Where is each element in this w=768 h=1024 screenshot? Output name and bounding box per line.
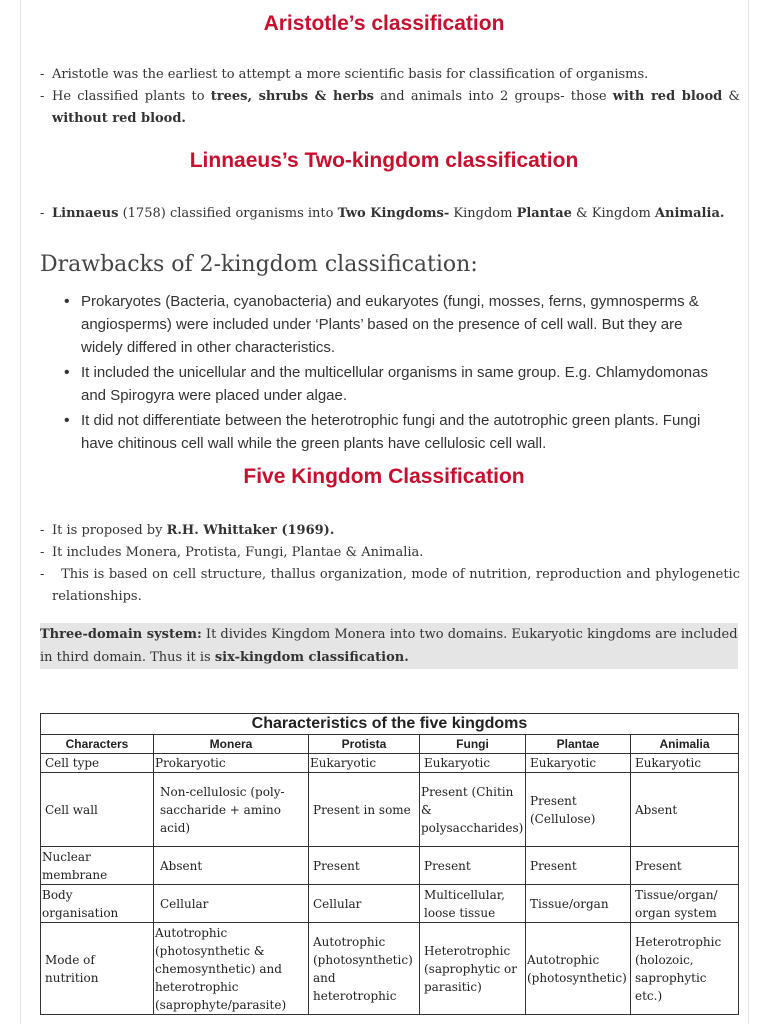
linnaeus-point: - Linnaeus (1758) classified organisms into Two Kingdoms- Kingdom Plantae & Kingdom Animalia. [40,206,725,221]
table-cell: Present (Chitin & polysaccharides) [420,773,526,847]
table-cell: Present [631,847,739,885]
table-cell: Multicellular, loose tissue [420,885,526,923]
table-cell: Present [420,847,526,885]
linnaeus-heading: Linnaeus’s Two-kingdom classification [189,149,579,172]
table-cell: Present [526,847,631,885]
table-cell: Cell wall [41,773,154,847]
header-cell: Monera [154,735,309,754]
table-cell: Eukaryotic [631,754,739,773]
three-domain-note: Three-domain system: It divides Kingdom Monera into two domains. Eukaryotic kingdoms are included in third domain. Thus it is six-kingdom classification. [40,623,738,669]
drawback-item: • Prokaryotes (Bacteria, cyanobacteria) and eukaryotes (fungi, mosses, ferns, gymnosperms & angiosperms) were included under ‘Plants’ based on the presence of cell wall. But they are widely differed in other characteristics. [40,290,710,359]
table-row [41,773,739,847]
table-cell: Autotrophic (photosynthetic) [526,923,631,1015]
five-point-3: - This is based on cell structure, thallus organization, mode of nutrition, reproduction and phylogenetic relationships. [40,567,740,604]
drawback-item: • It did not differentiate between the heterotrophic fungi and the autotrophic green plants. Fungi have chitinous cell wall while the green plants have cellulosic cell wall. [40,409,710,455]
table-cell: Eukaryotic [309,754,420,773]
table-header-row [41,735,739,754]
header-cell: Plantae [526,735,631,754]
table-cell: Cell type [41,754,154,773]
header-cell: Protista [309,735,420,754]
table-cell: Absent [154,847,309,885]
table-cell: Cellular [309,885,420,923]
table-row [41,754,739,773]
table-cell: Body organisation [41,885,154,923]
table-cell: Nuclear membrane [41,847,154,885]
drawback-item: • It included the unicellular and the multicellular organisms in same group. E.g. Chlamydomonas and Spirogyra were placed under algae. [40,361,710,407]
table-cell: Autotrophic (photosynthetic & chemosynthetic) and heterotrophic (saprophyte/parasite) [154,923,309,1015]
five-kingdoms-table [40,713,739,1015]
table-cell: Present (Cellulose) [526,773,631,847]
header-cell: Fungi [420,735,526,754]
drawbacks-heading: Drawbacks of 2-kingdom classification: [40,252,478,277]
table-cell: Heterotrophic (holozoic, saprophytic etc.) [631,923,739,1015]
five-point-2: - It includes Monera, Protista, Fungi, Plantae & Animalia. [40,545,424,560]
table-caption: Characteristics of the five kingdoms [40,713,739,734]
five-kingdom-heading: Five Kingdom Classification [243,465,525,488]
aristotle-heading: Aristotle’s classification [263,12,505,35]
table-cell: Absent [631,773,739,847]
table-cell: Eukaryotic [526,754,631,773]
table-cell: Present [309,847,420,885]
table-cell: Mode of nutrition [41,923,154,1015]
table-row [41,847,739,885]
table-row [41,923,739,1015]
table-cell: Cellular [154,885,309,923]
table-row [41,885,739,923]
five-point-1: - It is proposed by R.H. Whittaker (1969). [40,523,335,538]
drawbacks-list [40,290,710,457]
table-cell: Non-cellulosic (poly-saccharide + amino acid) [154,773,309,847]
table-cell: Tissue/organ/ organ system [631,885,739,923]
table-cell: Autotrophic (photosynthetic) and heterotrophic [309,923,420,1015]
table-cell: Tissue/organ [526,885,631,923]
aristotle-point-2: - He classified plants to trees, shrubs & herbs and animals into 2 groups- those with red blood & without red blood. [40,89,741,126]
table-cell: Heterotrophic (saprophytic or parasitic) [420,923,526,1015]
table-cell: Eukaryotic [420,754,526,773]
header-cell: Animalia [631,735,739,754]
table-cell: Present in some [309,773,420,847]
table-cell: Prokaryotic [154,754,309,773]
aristotle-point-1: - Aristotle was the earliest to attempt a more scientific basis for classification of organisms. [40,67,649,82]
header-cell: Characters [41,735,154,754]
